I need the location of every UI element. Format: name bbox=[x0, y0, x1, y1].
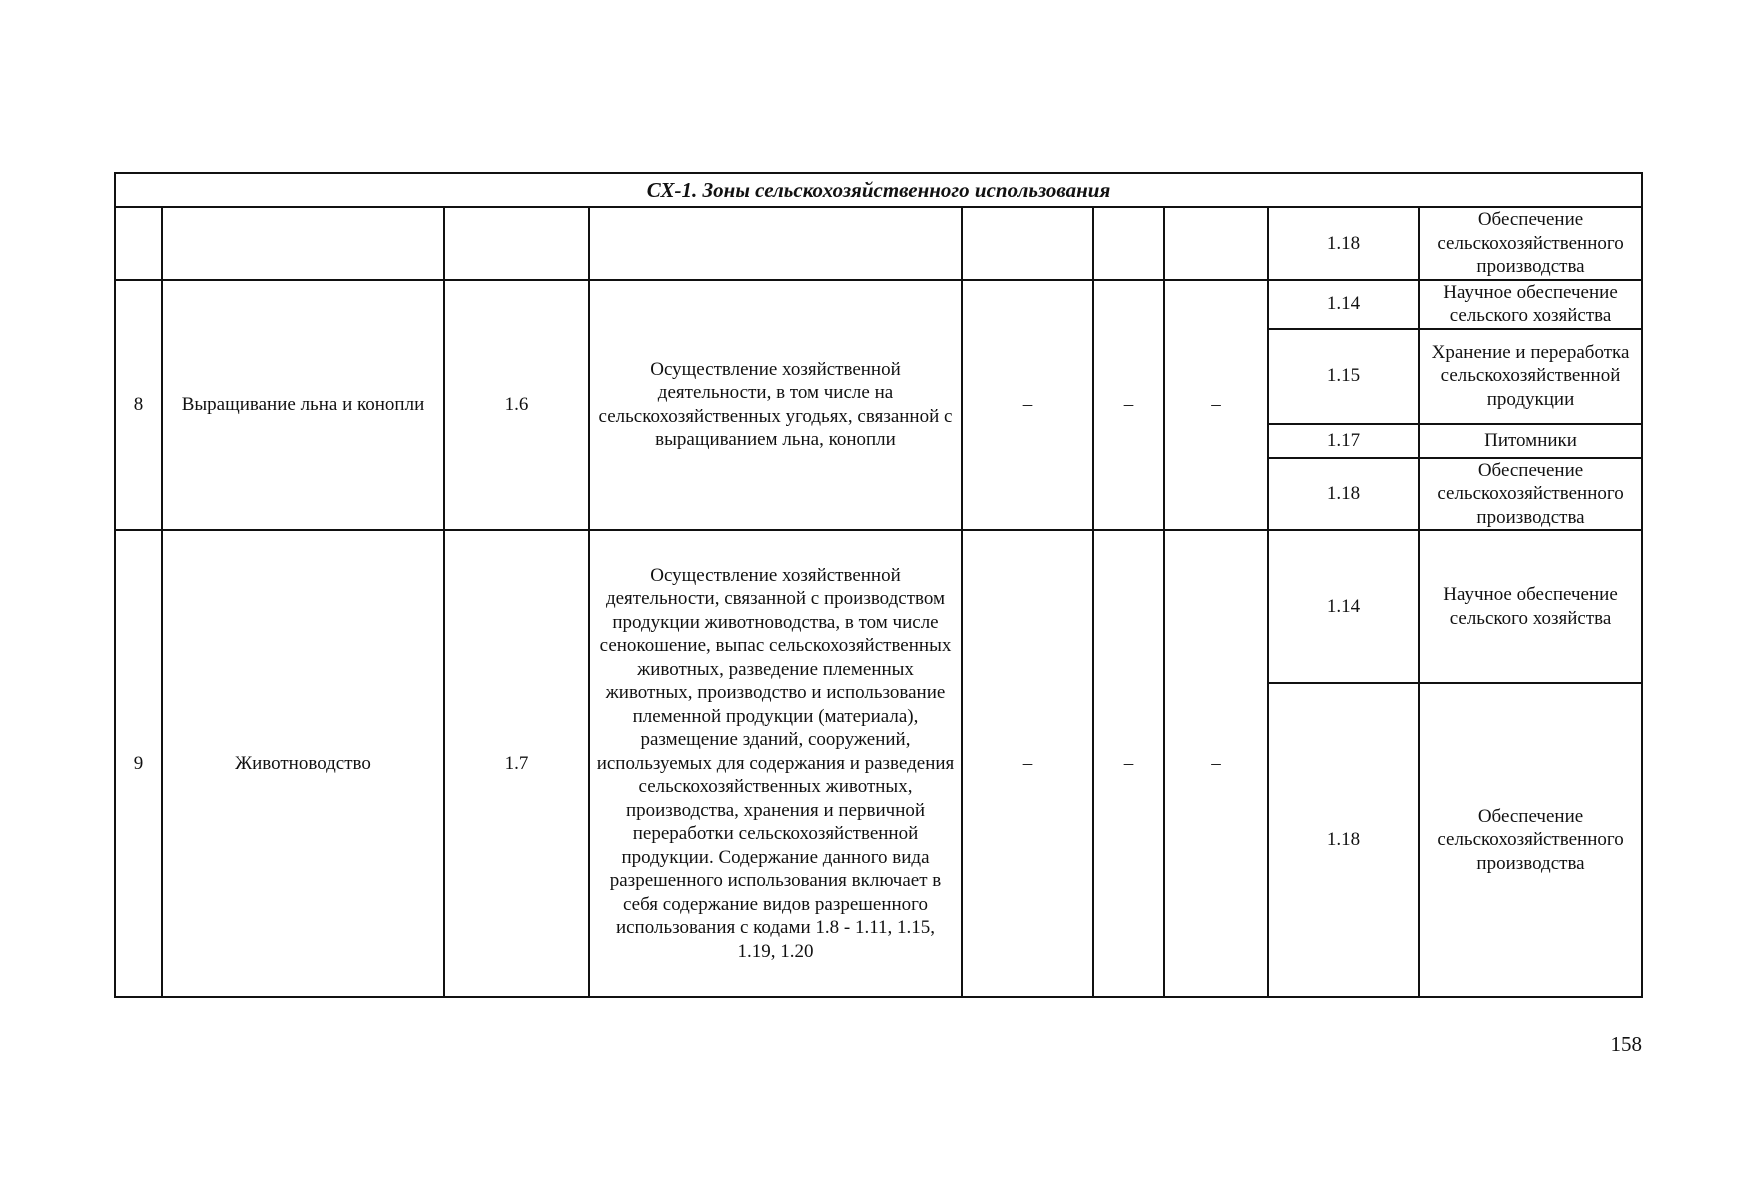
subuse-code: 1.15 bbox=[1268, 329, 1419, 424]
table-row bbox=[115, 530, 1642, 683]
use-name: Выращивание льна и конопли bbox=[162, 280, 444, 531]
use-description: Осуществление хозяйственной деятельности, в том числе на сельскохозяйственных угодьях, связанной с выращиванием льна, конопли bbox=[589, 280, 962, 531]
empty-cell bbox=[162, 207, 444, 280]
subuse-code: 1.14 bbox=[1268, 530, 1419, 683]
table-caption: СХ-1. Зоны сельскохозяйственного использования bbox=[115, 173, 1642, 207]
subuse-code: 1.14 bbox=[1268, 280, 1419, 329]
empty-cell bbox=[115, 207, 162, 280]
subuse-code: 1.18 bbox=[1268, 458, 1419, 531]
row-number: 8 bbox=[115, 280, 162, 531]
dash-cell: – bbox=[962, 280, 1093, 531]
dash-cell: – bbox=[1164, 530, 1268, 997]
subuse-name: Хранение и переработка сельскохозяйственной продукции bbox=[1419, 329, 1642, 424]
use-code: 1.7 bbox=[444, 530, 589, 997]
dash-cell: – bbox=[1093, 530, 1164, 997]
subuse-code: 1.18 bbox=[1268, 207, 1419, 280]
subuse-code: 1.17 bbox=[1268, 424, 1419, 458]
empty-cell bbox=[444, 207, 589, 280]
row-number: 9 bbox=[115, 530, 162, 997]
dash-cell: – bbox=[962, 530, 1093, 997]
subuse-name: Обеспечение сельскохозяйственного производства bbox=[1419, 683, 1642, 997]
subuse-code: 1.18 bbox=[1268, 683, 1419, 997]
empty-cell bbox=[1164, 207, 1268, 280]
empty-cell bbox=[962, 207, 1093, 280]
use-description: Осуществление хозяйственной деятельности, связанной с производством продукции животноводства, в том числе сенокошение, выпас сельскохозяйственных животных, разведение племенных животных, производство и использование племенной продукции (материала), размещение зданий, сооружений, используемых для содержания и разведения сельскохозяйственных животных, производства, хранения и первичной переработки сельскохозяйственной продукции. Содержание данного вида разрешенного использования включает в себя содержание видов разрешенного использования с кодами 1.8 - 1.11, 1.15, 1.19, 1.20 bbox=[589, 530, 962, 997]
table-caption-row bbox=[115, 173, 1642, 207]
empty-cell bbox=[589, 207, 962, 280]
dash-cell: – bbox=[1093, 280, 1164, 531]
subuse-name: Научное обеспечение сельского хозяйства bbox=[1419, 280, 1642, 329]
table-row bbox=[115, 280, 1642, 329]
page-number: 158 bbox=[1610, 1032, 1642, 1056]
table-row-continuation bbox=[115, 207, 1642, 280]
use-code: 1.6 bbox=[444, 280, 589, 531]
land-use-table bbox=[114, 172, 1643, 998]
subuse-name: Научное обеспечение сельского хозяйства bbox=[1419, 530, 1642, 683]
subuse-name: Обеспечение сельскохозяйственного производства bbox=[1419, 207, 1642, 280]
subuse-name: Питомники bbox=[1419, 424, 1642, 458]
dash-cell: – bbox=[1164, 280, 1268, 531]
use-name: Животноводство bbox=[162, 530, 444, 997]
empty-cell bbox=[1093, 207, 1164, 280]
subuse-name: Обеспечение сельскохозяйственного производства bbox=[1419, 458, 1642, 531]
